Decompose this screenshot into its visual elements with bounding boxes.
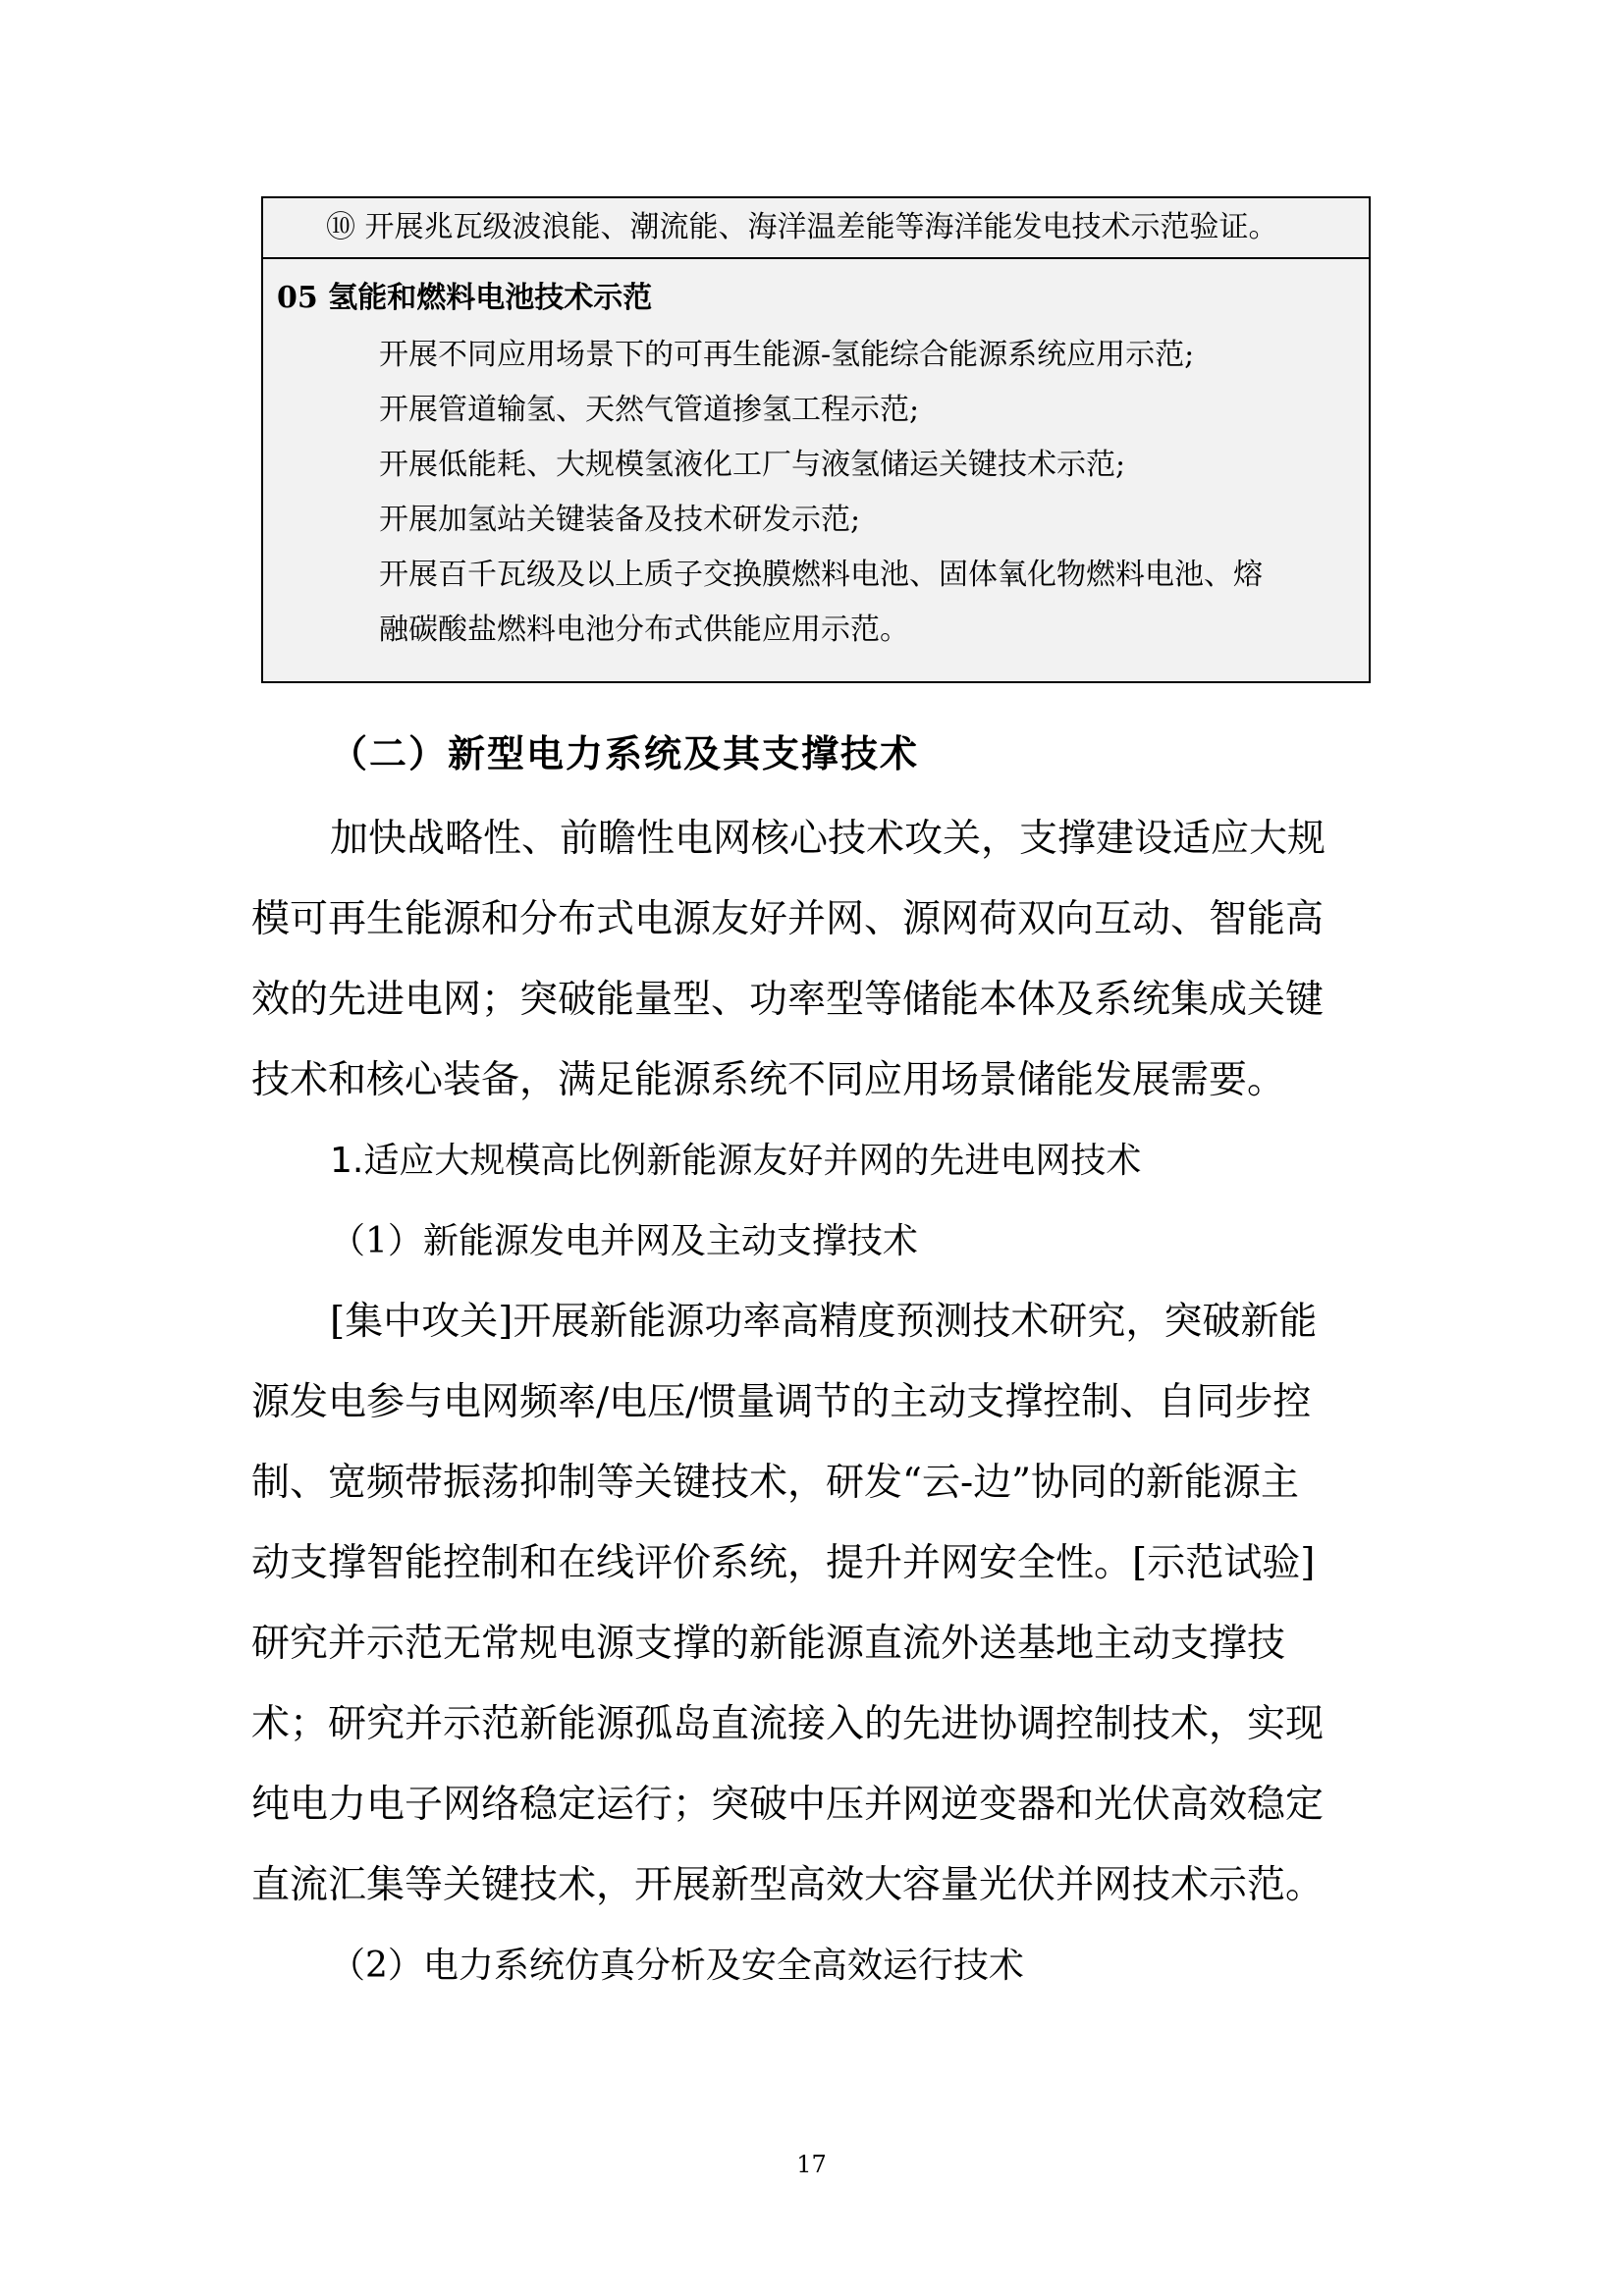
paragraph-line: 研究并示范无常规电源支撑的新能源直流外送基地主动支撑技 bbox=[251, 1622, 1286, 1666]
box-item: 开展管道输氢、天然气管道掺氢工程示范; bbox=[379, 393, 920, 427]
highlight-box bbox=[261, 196, 1371, 683]
paragraph-line: 效的先进电网；突破能量型、功率型等储能本体及系统集成关键 bbox=[251, 978, 1325, 1022]
box-item: 融碳酸盐燃料电池分布式供能应用示范。 bbox=[379, 613, 909, 647]
sub-heading: （2）电力系统仿真分析及安全高效运行技术 bbox=[330, 1946, 1024, 1986]
paragraph-line: 术；研究并示范新能源孤岛直流接入的先进协调控制技术，实现 bbox=[251, 1702, 1325, 1746]
box-item: 开展加氢站关键装备及技术研发示范; bbox=[379, 503, 861, 537]
box-item: 开展百千瓦级及以上质子交换膜燃料电池、固体氧化物燃料电池、熔 bbox=[379, 558, 1263, 592]
paragraph-line: 直流汇集等关键技术，开展新型高效大容量光伏并网技术示范。 bbox=[251, 1863, 1325, 1907]
paragraph-line: 模可再生能源和分布式电源友好并网、源网荷双向互动、智能高 bbox=[251, 897, 1325, 941]
box-item: 开展低能耗、大规模氢液化工厂与液氢储运关键技术示范; bbox=[379, 448, 1126, 482]
box-section-title: 05 氢能和燃料电池技术示范 bbox=[277, 281, 653, 315]
box-item: 开展不同应用场景下的可再生能源-氢能综合能源系统应用示范; bbox=[379, 338, 1195, 372]
paragraph-line: 纯电力电子网络稳定运行；突破中压并网逆变器和光伏高效稳定 bbox=[251, 1783, 1325, 1827]
box-top-line: ⑩ 开展兆瓦级波浪能、潮流能、海洋温差能等海洋能发电技术示范验证。 bbox=[326, 210, 1278, 244]
paragraph-line: 源发电参与电网频率/电压/惯量调节的主动支撑控制、自同步控 bbox=[251, 1380, 1312, 1424]
section-heading: （二）新型电力系统及其支撑技术 bbox=[330, 731, 920, 775]
sub-heading: （1）新能源发电并网及主动支撑技术 bbox=[330, 1221, 918, 1261]
paragraph-line: 制、宽频带振荡抑制等关键技术，研发“云-边”协同的新能源主 bbox=[251, 1461, 1300, 1505]
paragraph-line: [集中攻关]开展新能源功率高精度预测技术研究，突破新能 bbox=[330, 1300, 1318, 1344]
paragraph-line: 技术和核心装备，满足能源系统不同应用场景储能发展需要。 bbox=[251, 1058, 1286, 1102]
page-number: 17 bbox=[796, 2151, 827, 2178]
paragraph-line: 加快战略性、前瞻性电网核心技术攻关，支撑建设适应大规 bbox=[330, 817, 1326, 861]
paragraph-line: 动支撑智能控制和在线评价系统，提升并网安全性。[示范试验] bbox=[251, 1541, 1316, 1585]
subsection-heading: 1.适应大规模高比例新能源友好并网的先进电网技术 bbox=[330, 1141, 1142, 1181]
